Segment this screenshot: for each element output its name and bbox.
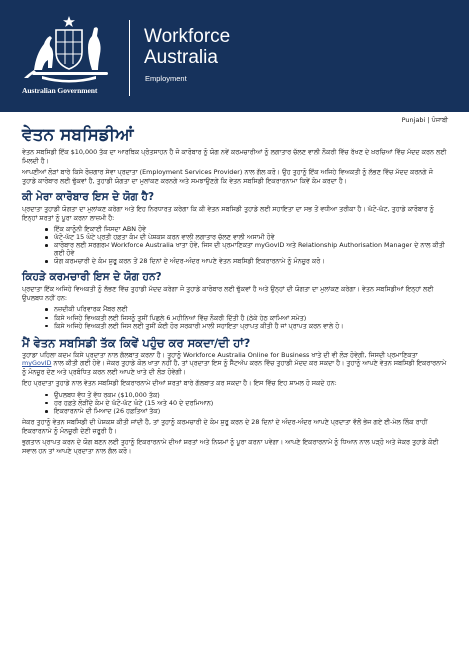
mygovid-link[interactable]: myGovID xyxy=(22,359,52,368)
section-paragraph: ਪ੍ਰਦਾਤਾ ਤੁਹਾਡੀ ਯੋਗਤਾ ਦਾ ਮੁਲਾਂਕਣ ਕਰੇਗਾ ਅਤੇ ਇਹ ਨਿਰਧਾਰਤ ਕਰੇਗਾ ਕਿ ਕੀ ਵੇਤਨ ਸਬਸਿਡੀ ਤੁਹਾਡੇ ਲਈ ਸਹਾਇਤਾ ਦਾ ਸਭ ਤੋਂ ਵਧੀਆ ਤਰੀਕਾ ਹੈ। ਘੱਟੋ-ਘੱਟ, ਤੁਹਾਡੇ ਕਾਰੋਬਾਰ ਨੂੰ ਇਨ੍ਹਾਂ ਸ਼ਰਤਾਂ ਨੂੰ ਪੂਰਾ ਕਰਨਾ ਲਾਜ਼ਮੀ ਹੈ: xyxy=(22,205,434,222)
commonwealth-crest-icon xyxy=(22,14,117,84)
section-heading-access: ਮੈਂ ਵੇਤਨ ਸਬਸਿਡੀ ਤੱਕ ਕਿਵੇਂ ਪਹੁੰਚ ਕਰ ਸਕਦਾ/ਦੀ ਹਾਂ? xyxy=(22,335,251,350)
list-item: ਉਪਲਬਧ ਵੱਧ ਤੋਂ ਵੱਧ ਰਕਮ ($10,000 ਤੱਕ) xyxy=(54,391,448,399)
government-name: Australian Government xyxy=(22,86,98,95)
list-item: ਇਕਰਾਰਨਾਮੇ ਦੀ ਮਿਆਦ (26 ਹਫ਼ਤਿਆਂ ਤੱਕ) xyxy=(54,407,448,415)
section-paragraph: ਇਹ ਪ੍ਰਦਾਤਾ ਤੁਹਾਡੇ ਨਾਲ ਵੇਤਨ ਸਬਸਿਡੀ ਇਕਰਾਰਨਾਮੇ ਦੀਆਂ ਸ਼ਰਤਾਂ ਬਾਰੇ ਗੱਲਬਾਤ ਕਰ ਸਕਦਾ ਹੈ। ਇਸ ਵਿੱਚ ਇਹ ਸ਼ਾਮਲ ਹੋ ਸਕਦੇ ਹਨ: xyxy=(22,379,337,388)
brand-logo-text xyxy=(144,26,230,68)
brand-line-1: Workforce xyxy=(144,26,231,47)
section-paragraph: ਪ੍ਰਦਾਤਾ ਇੱਕ ਅਜਿਹੇ ਵਿਅਕਤੀ ਨੂੰ ਲੱਭਣ ਵਿੱਚ ਤੁਹਾਡੀ ਮੱਦਦ ਕਰੇਗਾ ਜੋ ਤੁਹਾਡੇ ਕਾਰੋਬਾਰ ਲਈ ਢੁੱਕਵਾਂ ਹੈ ਅਤੇ ਉਨ੍ਹਾਂ ਦੀ ਯੋਗਤਾ ਦਾ ਮੁਲਾਂਕਣ ਕਰੇਗਾ। ਵੇਤਨ ਸਬਸਿਡੀਆਂ ਇਨ੍ਹਾਂ ਲਈ ਉਪਲਬਧ ਨਹੀਂ ਹਨ: xyxy=(22,285,434,302)
list-item: ਯੋਗ ਕਰਮਚਾਰੀ ਦੇ ਕੰਮ ਸ਼ੁਰੂ ਕਰਨ ਤੋਂ 28 ਦਿਨਾਂ ਦੇ ਅੰਦਰ-ਅੰਦਰ ਆਪਣੇ ਵੇਤਨ ਸਬਸਿਡੀ ਇਕਰਾਰਨਾਮੇ ਨੂੰ ਮੰਨਜ਼ੂਰ ਕਰੋ। xyxy=(54,257,448,265)
brand-subtitle: Employment xyxy=(145,74,187,83)
section-paragraph xyxy=(22,351,448,377)
terms-list xyxy=(22,391,448,415)
brand-line-2: Australia xyxy=(144,47,218,68)
exclusion-list xyxy=(22,305,448,329)
header-banner xyxy=(0,0,469,112)
list-item: ਕਾਰੋਬਾਰ ਲਈ ਸਰਗਰਮ Workforce Australia ਖਾਤਾ ਹੋਵੇ, ਜਿਸ ਦੀ ਪ੍ਰਮਾਣਿਕਤਾ myGovID ਅਤੇ Relationship Authorisation Manager ਦੇ ਨਾਲ ਕੀਤੀ ਗਈ ਹੋਵੇ xyxy=(54,241,448,257)
list-item: ਨਜ਼ਦੀਕੀ ਪਰਿਵਾਰਕ ਮੈਂਬਰ ਲਈ xyxy=(54,305,448,313)
business-criteria-list xyxy=(22,225,448,265)
page-title: ਵੇਤਨ ਸਬਸਿਡੀਆਂ xyxy=(22,125,134,145)
list-item: ਕਿਸੇ ਅਜਿਹੇ ਵਿਅਕਤੀ ਲਈ ਜਿਸ ਲਈ ਤੁਸੀਂ ਕੋਈ ਹੋਰ ਸਰਕਾਰੀ ਮਾਲੀ ਸਹਾਇਤਾ ਪ੍ਰਾਪਤ ਕੀਤੀ ਹੈ ਜਾਂ ਪ੍ਰਾਪਤ ਕਰਨ ਵਾਲੇ ਹੋ। xyxy=(54,322,448,330)
section-heading-business-eligibility: ਕੀ ਮੇਰਾ ਕਾਰੋਬਾਰ ਇਸ ਦੇ ਯੋਗ ਹੈ? xyxy=(22,191,155,203)
section-paragraph: ਭੁਗਤਾਨ ਪ੍ਰਾਪਤ ਕਰਨ ਦੇ ਯੋਗ ਬਣਨ ਲਈ ਤੁਹਾਨੂੰ ਇਕਰਾਰਨਾਮੇ ਦੀਆਂ ਸ਼ਰਤਾਂ ਅਤੇ ਨਿਯਮਾਂ ਨੂੰ ਪੂਰਾ ਕਰਨਾ ਪਵੇਗਾ। ਆਪਣੇ ਇਕਰਾਰਨਾਮੇ ਨੂੰ ਧਿਆਨ ਨਾਲ ਪੜ੍ਹੋ ਅਤੇ ਜੇਕਰ ਤੁਹਾਡੇ ਕੋਈ ਸਵਾਲ ਹਨ ਤਾਂ ਆਪਣੇ ਪ੍ਰਦਾਤਾ ਨਾਲ ਗੱਲ ਕਰੋ। xyxy=(22,438,439,455)
list-item: ਘੱਟੋ-ਘੱਟ 15 ਘੰਟੇ ਪ੍ਰਤੀ ਹਫ਼ਤਾ ਕੰਮ ਦੀ ਪੇਸ਼ਕਸ਼ ਕਰਨ ਵਾਲੀ ਲਗਾਤਾਰ ਚੱਲਣ ਵਾਲੀ ਅਸਾਮੀ ਹੋਵੇ xyxy=(54,233,448,241)
intro-paragraph-1: ਵੇਤਨ ਸਬਸਿਡੀ ਇੱਕ $10,000 ਤੱਕ ਦਾ ਆਰਥਿਕ ਪ੍ਰੋਤਸਾਹਨ ਹੈ ਜੋ ਕਾਰੋਬਾਰ ਨੂੰ ਯੋਗ ਨਵੇਂ ਕਰਮਚਾਰੀਆਂ ਨੂੰ ਲਗਾਤਾਰ ਚੱਲਣ ਵਾਲੀ ਨੌਕਰੀ ਵਿੱਚ ਰੱਖਣ ਦੇ ਖ਼ਰਚਿਆਂ ਵਿੱਚ ਮੱਦਦ ਕਰਨ ਲਈ ਮਿਲਦੀ ਹੈ। xyxy=(22,148,447,165)
paragraph-text: ਨਾਲ ਕੀਤੀ ਗਈ ਹੋਵੇ। ਜੇਕਰ ਤੁਹਾਡੇ ਕੋਲ ਖਾਤਾ ਨਹੀਂ ਹੈ, ਤਾਂ ਪ੍ਰਦਾਤਾ ਇਸ ਨੂੰ ਸੈੱਟਅੱਪ ਕਰਨ ਵਿੱਚ ਤੁਹਾਡੀ ਮੱਦਦ ਕਰ ਸਕਦਾ ਹੈ। ਤੁਹਾਨੂੰ ਆਪਣੇ ਵੇਤਨ ਸਬਸਿਡੀ ਇਕਰਾਰਨਾਮੇ ਨੂੰ ਮੰਨਜ਼ੂਰ ਦੇਣ ਅਤੇ ਪ੍ਰਬੰਧਿਤ ਕਰਨ ਲਈ ਆਪਣੇ ਖਾਤੇ ਦੀ ਲੋੜ ਹੋਵੇਗੀ। xyxy=(22,359,447,376)
list-item: ਇੱਕ ਕਾਨੂੰਨੀ ਇਕਾਈ ਜਿਸਦਾ ABN ਹੋਵੇ xyxy=(54,225,448,233)
paragraph-text: ਤੁਹਾਡਾ ਪਹਿਲਾ ਕਦਮ ਕਿਸੇ ਪ੍ਰਦਾਤਾ ਨਾਲ ਗੱਲਬਾਤ ਕਰਨਾ ਹੈ। ਤੁਹਾਨੂੰ Workforce Australia Online for Business ਖਾਤੇ ਦੀ ਵੀ ਲੋੜ ਹੋਵੇਗੀ, ਜਿਸਦੀ ਪ੍ਰਮਾਣਿਕਤਾ xyxy=(22,350,418,359)
list-item: ਕਿਸੇ ਅਜਿਹੇ ਵਿਅਕਤੀ ਲਈ ਜਿਸਨੂੰ ਤੁਸੀਂ ਪਿਛਲੇ 6 ਮਹੀਨਿਆਂ ਵਿੱਚ ਨੌਕਰੀ ਦਿੱਤੀ ਹੈ (ਠੇਕੇ ਹੇਠ ਕਾਮਿਆਂ ਸਮੇਤ) xyxy=(54,314,448,322)
brand-divider xyxy=(129,20,130,96)
section-paragraph: ਜੇਕਰ ਤੁਹਾਨੂੰ ਵੇਤਨ ਸਬਸਿਡੀ ਦੀ ਪੇਸ਼ਕਸ਼ ਕੀਤੀ ਜਾਂਦੀ ਹੈ, ਤਾਂ ਤੁਹਾਨੂੰ ਕਰਮਚਾਰੀ ਦੇ ਕੰਮ ਸ਼ੁਰੂ ਕਰਨ ਦੇ 28 ਦਿਨਾਂ ਦੇ ਅੰਦਰ-ਅੰਦਰ ਆਪਣੇ ਪ੍ਰਦਾਤਾ ਵੱਲੋਂ ਭੇਜ ਗਏ ਈ-ਮੇਲ ਲਿੰਕ ਰਾਹੀਂ ਇਕਰਾਰਨਾਮੇ ਨੂੰ ਮੰਨਜ਼ੂਰੀ ਦੇਣੀ ਜ਼ਰੂਰੀ ਹੈ। xyxy=(22,418,428,435)
section-heading-employee-eligibility: ਕਿਹੜੇ ਕਰਮਚਾਰੀ ਇਸ ਦੇ ਯੋਗ ਹਨ? xyxy=(22,271,162,284)
list-item: ਹਰ ਹਫ਼ਤੇ ਲੋੜੀਂਦੇ ਕੰਮ ਦੇ ਘੱਟੋ-ਘੱਟ ਘੰਟੇ (15 ਅਤੇ 40 ਦੇ ਦਰਮਿਆਨ) xyxy=(54,399,448,407)
intro-paragraph-2: ਆਪਣੀਆਂ ਲੋੜਾਂ ਬਾਰੇ ਕਿਸੇ ਰੋਜ਼ਗਾਰ ਸੇਵਾ ਪ੍ਰਦਾਤਾ (Employment Services Provider) ਨਾਲ ਗੱਲ ਕਰੋ। ਉਹ ਤੁਹਾਨੂੰ ਇੱਕ ਅਜਿਹੇ ਵਿਅਕਤੀ ਨੂੰ ਲੱਭਣ ਵਿੱਚ ਮੱਦਦ ਕਰਨਗੇ ਜੋ ਤੁਹਾਡੇ ਕਾਰੋਬਾਰ ਲਈ ਢੁੱਕਵਾਂ ਹੈ, ਤੁਹਾਡੀ ਯੋਗਤਾ ਦਾ ਮੁਲਾਂਕਣ ਕਰਨਗੇ ਅਤੇ ਸਮਝਾਉਣਗੇ ਕਿ ਵੇਤਨ ਸਬਸਿਡੀ ਇਕਰਾਰਨਾਮਾ ਕਿਵੇਂ ਕੰਮ ਕਰਦਾ ਹੈ। xyxy=(22,168,433,185)
document-body xyxy=(22,122,448,458)
language-label: Punjabi | ਪੰਜਾਬੀ xyxy=(401,116,448,124)
